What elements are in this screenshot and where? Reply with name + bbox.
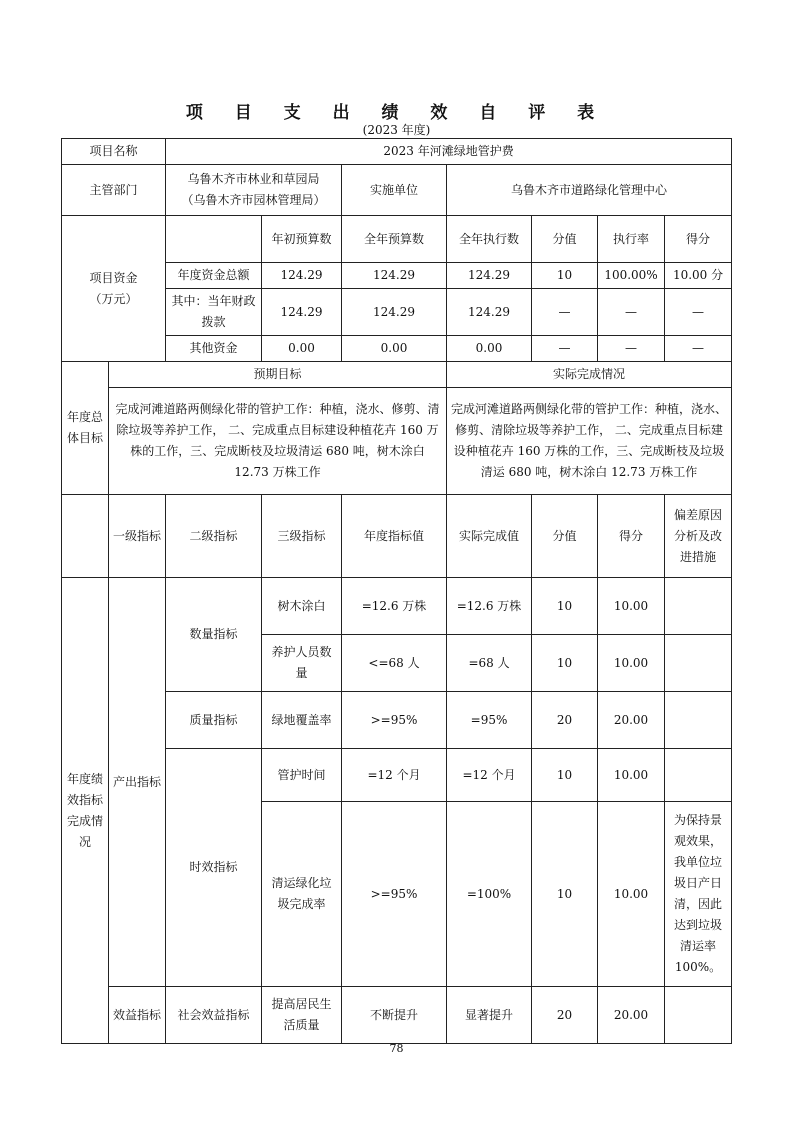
indicators-header-level1: 一级指标 — [109, 495, 166, 578]
indicator-score: 10.00 — [598, 578, 665, 635]
indicator-target: >=95% — [342, 692, 447, 749]
indicators-header-target: 年度指标值 — [342, 495, 447, 578]
impl-unit-value: 乌鲁木齐市道路绿化管理中心 — [447, 165, 732, 216]
goals-content-row — [62, 388, 732, 495]
funds-label — [62, 216, 166, 362]
dept-value-line2: （乌鲁木齐市园林管理局） — [181, 193, 326, 207]
level1-output: 产出指标 — [109, 578, 166, 987]
project-name-value: 2023 年河滩绿地管护费 — [166, 139, 732, 165]
funds-cell: 10.00 分 — [665, 263, 732, 289]
indicator-actual: =12.6 万株 — [447, 578, 532, 635]
indicator-actual: =68 人 — [447, 635, 532, 692]
indicator-target: =12.6 万株 — [342, 578, 447, 635]
level2-quality: 质量指标 — [166, 692, 262, 749]
funds-cell: 100.00% — [598, 263, 665, 289]
funds-cell: — — [598, 336, 665, 362]
funds-label-line2: （万元） — [89, 291, 138, 306]
funds-cell: 124.29 — [342, 263, 447, 289]
indicator-note — [665, 749, 732, 802]
indicators-section-label: 年度绩效指标完成情况 — [62, 578, 109, 1044]
funds-header-exec-rate: 执行率 — [598, 216, 665, 263]
dept-label: 主管部门 — [62, 165, 166, 216]
indicator-score: 10.00 — [598, 749, 665, 802]
funds-header-row — [62, 216, 732, 263]
level2-quantity: 数量指标 — [166, 578, 262, 692]
indicator-actual: 显著提升 — [447, 987, 532, 1044]
indicator-note: 为保持景观效果，我单位垃圾日产日清，因此达到垃圾清运率 100%。 — [665, 802, 732, 987]
dept-row — [62, 165, 732, 216]
funds-cell: 0.00 — [447, 336, 532, 362]
page-number: 78 — [389, 1042, 404, 1055]
indicator-score: 20.00 — [598, 692, 665, 749]
project-name-row — [62, 139, 732, 165]
funds-label-line1: 项目资金 — [89, 270, 138, 285]
indicator-note — [665, 578, 732, 635]
impl-unit-label: 实施单位 — [342, 165, 447, 216]
indicator-score: 10.00 — [598, 635, 665, 692]
funds-cell: — — [665, 336, 732, 362]
indicator-score-value: 10 — [532, 802, 598, 987]
indicator-name: 管护时间 — [262, 749, 342, 802]
indicator-target: =12 个月 — [342, 749, 447, 802]
indicator-score-value: 20 — [532, 692, 598, 749]
dept-value-line1: 乌鲁木齐市林业和草园局 — [187, 172, 320, 186]
indicator-name: 清运绿化垃圾完成率 — [262, 802, 342, 987]
funds-header-executed: 全年执行数 — [447, 216, 532, 263]
funds-cell: — — [532, 336, 598, 362]
indicator-name: 养护人员数量 — [262, 635, 342, 692]
indicator-score: 20.00 — [598, 987, 665, 1044]
indicators-header-score: 得分 — [598, 495, 665, 578]
indicator-score: 10.00 — [598, 802, 665, 987]
goals-header-row — [62, 362, 732, 388]
indicator-score-value: 10 — [532, 578, 598, 635]
indicator-name: 提高居民生活质量 — [262, 987, 342, 1044]
indicators-header-actual: 实际完成值 — [447, 495, 532, 578]
page-subtitle: (2023 年度) — [362, 123, 431, 137]
funds-header-annual-budget: 全年预算数 — [342, 216, 447, 263]
funds-cell: 124.29 — [342, 289, 447, 336]
funds-cell: 124.29 — [262, 263, 342, 289]
funds-cell: — — [598, 289, 665, 336]
funds-row-label: 年度资金总额 — [166, 263, 262, 289]
level2-social: 社会效益指标 — [166, 987, 262, 1044]
indicator-row — [62, 987, 732, 1044]
indicator-actual: =95% — [447, 692, 532, 749]
indicator-note — [665, 635, 732, 692]
indicator-target: <=68 人 — [342, 635, 447, 692]
indicator-note — [665, 987, 732, 1044]
indicator-name: 树木涂白 — [262, 578, 342, 635]
expected-goal-header: 预期目标 — [109, 362, 447, 388]
indicator-target: >=95% — [342, 802, 447, 987]
funds-cell: 124.29 — [447, 263, 532, 289]
evaluation-table — [61, 138, 732, 1044]
indicator-name: 绿地覆盖率 — [262, 692, 342, 749]
indicator-score-value: 10 — [532, 635, 598, 692]
funds-cell: — — [532, 289, 598, 336]
indicators-header-blank — [62, 495, 109, 578]
funds-cell: — — [665, 289, 732, 336]
funds-header-blank — [166, 216, 262, 263]
indicator-note — [665, 692, 732, 749]
funds-cell: 0.00 — [342, 336, 447, 362]
indicators-header-score-value: 分值 — [532, 495, 598, 578]
funds-row-label: 其中：当年财政拨款 — [166, 289, 262, 336]
funds-cell: 0.00 — [262, 336, 342, 362]
funds-header-initial-budget: 年初预算数 — [262, 216, 342, 263]
funds-cell: 10 — [532, 263, 598, 289]
page-title: 项 目 支 出 绩 效 自 评 表 — [185, 103, 608, 123]
funds-header-score-value: 分值 — [532, 216, 598, 263]
expected-goal-text: 完成河滩道路两侧绿化带的管护工作：种植，浇水、修剪、清除垃圾等养护工作， 二、完成重点目标建设种植花卉 160 万株的工作，三、完成断枝及垃圾清运 680 吨，树木涂白 12.73 万株工作 — [109, 388, 447, 495]
project-name-label: 项目名称 — [62, 139, 166, 165]
indicators-header-row — [62, 495, 732, 578]
indicators-header-deviation: 偏差原因分析及改进措施 — [665, 495, 732, 578]
indicator-actual: =12 个月 — [447, 749, 532, 802]
actual-completion-text: 完成河滩道路两侧绿化带的管护工作：种植，浇水、修剪、清除垃圾等养护工作， 二、完成重点目标建设种植花卉 160 万株的工作，三、完成断枝及垃圾清运 680 吨，树木涂白 12.73 万株工作 — [447, 388, 732, 495]
funds-row-label: 其他资金 — [166, 336, 262, 362]
level1-benefit: 效益指标 — [109, 987, 166, 1044]
indicator-target: 不断提升 — [342, 987, 447, 1044]
indicators-header-level3: 三级指标 — [262, 495, 342, 578]
level2-time: 时效指标 — [166, 749, 262, 987]
funds-header-score: 得分 — [665, 216, 732, 263]
dept-value — [166, 165, 342, 216]
actual-completion-header: 实际完成情况 — [447, 362, 732, 388]
funds-cell: 124.29 — [262, 289, 342, 336]
indicators-header-level2: 二级指标 — [166, 495, 262, 578]
indicator-actual: =100% — [447, 802, 532, 987]
indicator-score-value: 20 — [532, 987, 598, 1044]
goals-label: 年度总体目标 — [62, 362, 109, 495]
funds-cell: 124.29 — [447, 289, 532, 336]
indicator-score-value: 10 — [532, 749, 598, 802]
indicator-row — [62, 578, 732, 635]
